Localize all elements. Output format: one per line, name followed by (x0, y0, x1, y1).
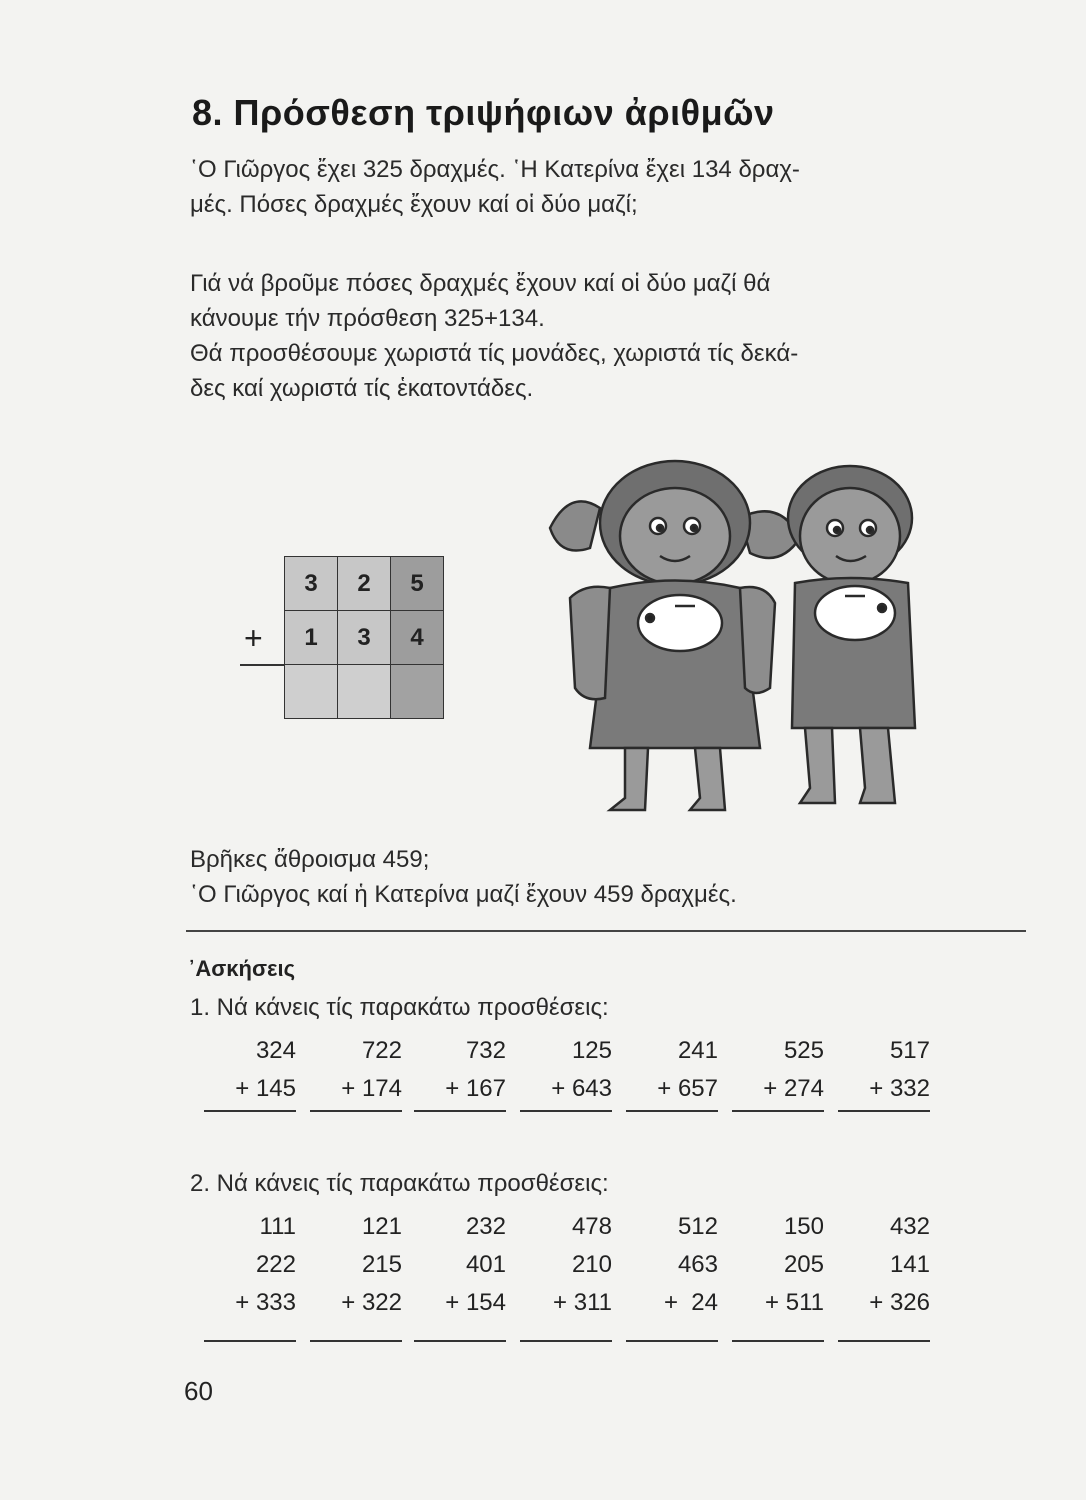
exercise-2-problem (204, 1208, 296, 1342)
sum-line (204, 1340, 296, 1342)
sum-line (310, 1340, 402, 1342)
units-cell: 4 (391, 611, 444, 665)
explanation-line: δες καί χωριστά τίς ἑκατοντάδες. (190, 375, 534, 402)
page-title: 8. Πρόσθεση τριψήφιων ἀριθμῶν (192, 92, 775, 133)
exercise-1-problem (520, 1032, 612, 1112)
explanation-paragraph (190, 266, 1030, 406)
addend: 210 (571, 1251, 612, 1278)
exercise-2-problem (414, 1208, 506, 1342)
explanation-line: Θά προσθέσουμε χωριστά τίς μονάδες, χωριστά τίς δεκά- (190, 340, 799, 367)
sum-line (732, 1340, 824, 1342)
exercise-1-problem (204, 1032, 296, 1112)
exercise-2-problem (520, 1208, 612, 1342)
exercise-2-problem (732, 1208, 824, 1342)
exercise-1-problem (838, 1032, 930, 1112)
sum-line (414, 1110, 506, 1112)
hundreds-cell: 3 (285, 557, 338, 611)
addend: 478 (571, 1213, 612, 1240)
intro-line: μές. Πόσες δραχμές ἔχουν καί οἱ δύο μαζί; (190, 191, 638, 218)
addend: 215 (361, 1251, 402, 1278)
sum-line (626, 1110, 718, 1112)
addend: 463 (677, 1251, 718, 1278)
sum-line (626, 1340, 718, 1342)
addend: 324 (255, 1037, 296, 1064)
exercise-1-problem (310, 1032, 402, 1112)
children-piggy-bank-illustration (530, 448, 930, 828)
tens-cell: 3 (338, 611, 391, 665)
exercise-1-problem (732, 1032, 824, 1112)
exercise-1-problem (414, 1032, 506, 1112)
addend: 232 (465, 1213, 506, 1240)
sum-line (838, 1110, 930, 1112)
boy-figure (788, 466, 915, 803)
grid-sum-line (240, 664, 286, 666)
addend: + 145 (235, 1075, 296, 1102)
addend: 222 (255, 1251, 296, 1278)
section-divider (186, 930, 1026, 932)
addend: + 657 (657, 1075, 718, 1102)
addend: 512 (677, 1213, 718, 1240)
result-line: ῾Ο Γιῶργος καί ἡ Κατερίνα μαζί ἔχουν 459 δραχμές. (190, 881, 737, 908)
addition-grid (284, 556, 444, 719)
addend: 432 (889, 1213, 930, 1240)
exercise-2-problem (838, 1208, 930, 1342)
sum-line (520, 1340, 612, 1342)
exercise-2-problem (626, 1208, 718, 1342)
addend: 732 (465, 1037, 506, 1064)
addend: 401 (465, 1251, 506, 1278)
addend: 121 (361, 1213, 402, 1240)
girl-figure (550, 461, 800, 810)
plus-sign: + (244, 620, 263, 656)
exercise-2-problem (310, 1208, 402, 1342)
sum-line (204, 1110, 296, 1112)
answer-hundreds-cell[interactable] (285, 665, 338, 719)
addend: + 332 (869, 1075, 930, 1102)
sum-line (310, 1110, 402, 1112)
answer-units-cell[interactable] (391, 665, 444, 719)
explanation-line: Γιά νά βροῦμε πόσες δραχμές ἔχουν καί οἱ δύο μαζί θά (190, 270, 771, 297)
addend: + 326 (869, 1289, 930, 1316)
exercise-1-instruction: 1. Νά κάνεις τίς παρακάτω προσθέσεις: (190, 994, 609, 1021)
answer-tens-cell[interactable] (338, 665, 391, 719)
addend: 205 (783, 1251, 824, 1278)
addend: + 333 (235, 1289, 296, 1316)
sum-line (838, 1340, 930, 1342)
exercises-heading: ᾿Ασκήσεις (188, 956, 296, 981)
tens-cell: 2 (338, 557, 391, 611)
exercise-1-problem (626, 1032, 718, 1112)
sum-line (414, 1340, 506, 1342)
sum-line (732, 1110, 824, 1112)
addend: + 322 (341, 1289, 402, 1316)
addend: + 311 (553, 1289, 612, 1316)
addend: + 154 (445, 1289, 506, 1316)
addend: + 24 (663, 1289, 718, 1316)
addend: + 643 (551, 1075, 612, 1102)
explanation-line: κάνουμε τήν πρόσθεση 325+134. (190, 305, 545, 332)
addend: 125 (571, 1037, 612, 1064)
addend: + 274 (763, 1075, 824, 1102)
sum-line (520, 1110, 612, 1112)
addend: + 174 (341, 1075, 402, 1102)
result-paragraph (190, 842, 1030, 912)
addend: 517 (889, 1037, 930, 1064)
page-number: 60 (184, 1376, 213, 1406)
addend: 525 (783, 1037, 824, 1064)
addend: + 167 (445, 1075, 506, 1102)
addend: 111 (259, 1213, 296, 1240)
result-line: Βρῆκες ἄθροισμα 459; (190, 846, 430, 873)
addend: + 511 (765, 1289, 824, 1316)
addend: 241 (677, 1037, 718, 1064)
intro-line: ῾Ο Γιῶργος ἔχει 325 δραχμές. ῾Η Κατερίνα ἔχει 134 δραχ- (190, 156, 800, 183)
hundreds-cell: 1 (285, 611, 338, 665)
intro-paragraph (190, 152, 1030, 222)
units-cell: 5 (391, 557, 444, 611)
exercise-2-instruction: 2. Νά κάνεις τίς παρακάτω προσθέσεις: (190, 1170, 609, 1197)
addend: 150 (783, 1213, 824, 1240)
addend: 722 (361, 1037, 402, 1064)
addend: 141 (889, 1251, 930, 1278)
